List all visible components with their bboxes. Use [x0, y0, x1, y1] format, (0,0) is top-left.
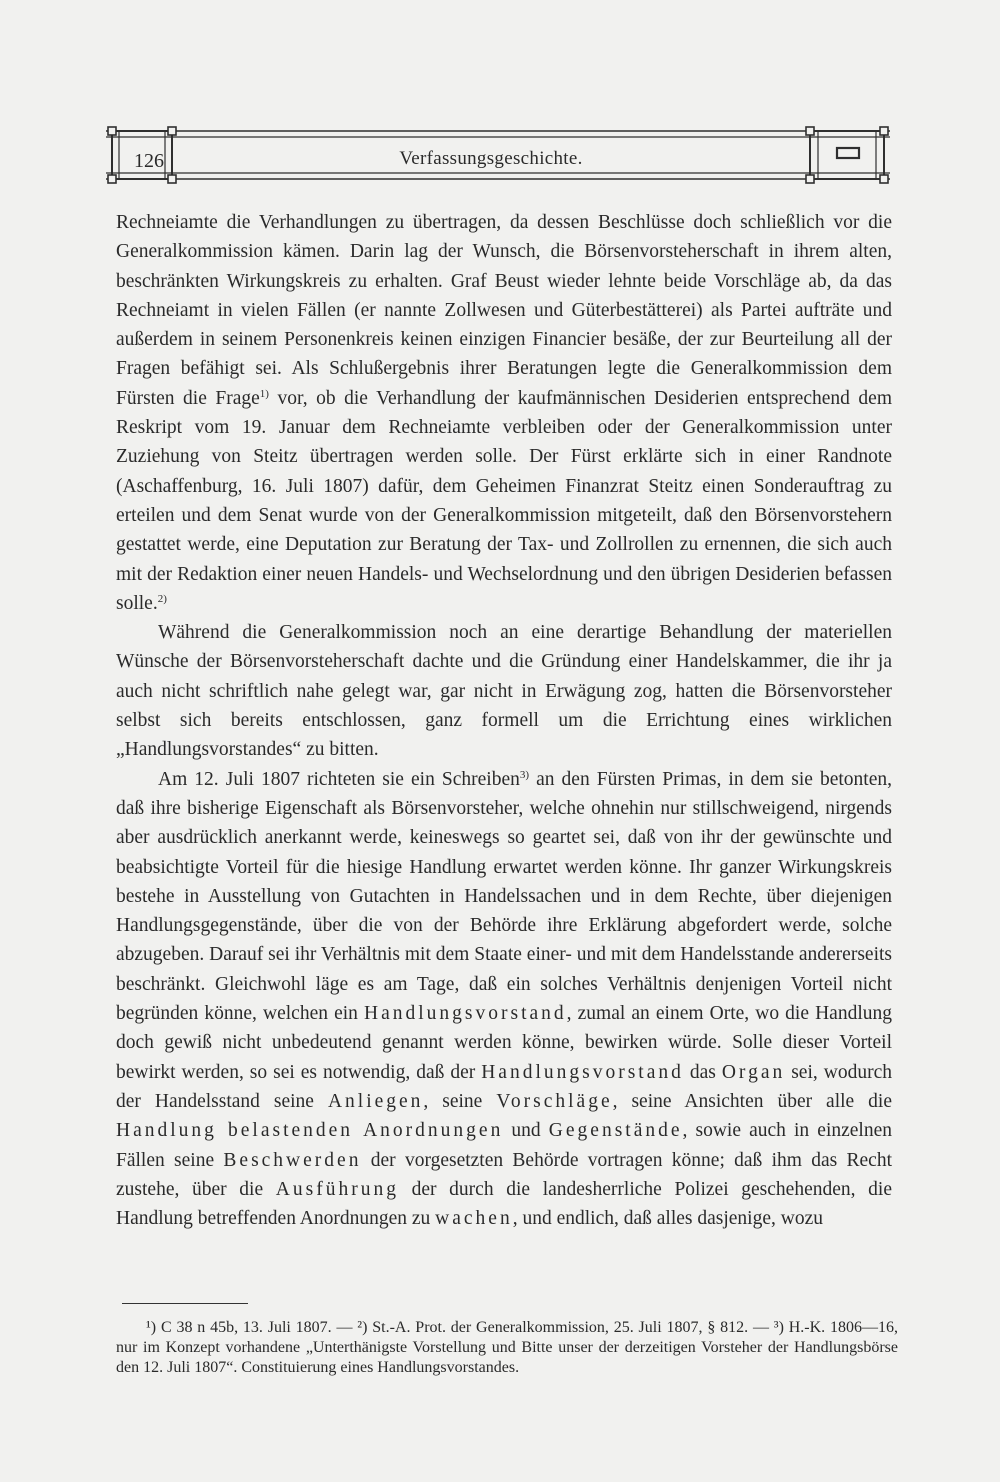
spaced-emphasis: Anliegen — [327, 1090, 424, 1112]
spaced-emphasis: Handlung belastenden Anordnungen — [116, 1120, 504, 1142]
spaced-emphasis: Handlungsvorstand — [364, 1003, 567, 1025]
footnote-divider — [122, 1303, 248, 1304]
text-span: sei, wodurch der Handelsstand seine — [116, 1061, 892, 1112]
text-span: das — [683, 1061, 722, 1083]
footnote-marker: 2) — [157, 592, 167, 605]
text-span: , zumal an einem Orte, wo die Handlung doch gewiß nicht unbedeutend genannt werden könne, bewirken würde. Solle dieser Vorteil bewirkt werden, so sei es notwendig, daß der — [116, 1003, 893, 1083]
text-span: , seine — [423, 1090, 497, 1112]
text-span: vor, ob die Verhandlung der kaufmännischen Desiderien entsprechend dem Reskript vom 19. Januar dem Rechneiamte verbleiben oder der Generalkommission unter Zuziehung von Steitz übertragen werden solle. Der Fürst erklärte sich in einer Randnote (Aschaffenburg, 16. Juli 1807) dafür, dem Geheimen Finanzrat Steitz einen Sonderauftrag zu erteilen und dem Senat wurde von der Generalkommission mitgeteilt, daß den Börsenvorstehern gestattet werde, eine Deputation zur Beratung der Tax- und Zollrollen zu ernennen, die sich auch mit der Redaktion einer neuen Handels- und Wechselordnung und den übrigen Desiderien befassen solle. — [116, 387, 892, 614]
text-span: Am 12. Juli 1807 richteten sie ein Schreiben — [158, 768, 520, 790]
text-span: Rechneiamte die Verhandlungen zu übertragen, da dessen Beschlüsse doch schließlich vor die Generalkommission kämen. Darin lag der Wunsch, die Börsenvorsteherschaft in ihrem alten, beschränkten Wirkungskreis zu erhalten. Graf Beust wieder lehnte beide Vorschläge ab, da das Rechneiamt in vielen Fällen (er nannte Zollwesen und Güterbestätterei) als Partei aufträte und außerdem in seinem Personenkreis keinen einzigen Financier besäße, der zur Beurteilung all der Fragen befähigt sei. Als Schlußergebnis ihrer Beratungen legte die Generalkommission dem Fürsten die Frage — [116, 212, 892, 409]
text-span: , seine Ansichten über alle die — [612, 1090, 892, 1112]
body-text — [116, 208, 892, 1233]
text-span: , sowie auch in einzelnen Fällen seine — [116, 1120, 892, 1171]
spaced-emphasis: Vorschläge — [496, 1090, 613, 1112]
paragraph-3 — [116, 765, 892, 1234]
running-title: Verfassungsgeschichte. — [399, 148, 583, 169]
text-span: und — [503, 1120, 549, 1142]
paragraph-1 — [116, 208, 892, 618]
text-span: der vorgesetzten Behörde vortragen könne; daß ihm das Recht zustehe, über die — [116, 1149, 892, 1200]
spaced-emphasis: Beschwerden — [223, 1149, 362, 1171]
spaced-emphasis: Organ — [721, 1061, 786, 1083]
footnote-marker: 3) — [519, 768, 530, 781]
page-number: 126 — [134, 150, 164, 172]
spaced-emphasis: Ausführung — [275, 1178, 399, 1200]
footnote-text: ¹) C 38 n 45b, 13. Juli 1807. — ²) St.-A. Prot. der Generalkommission, 25. Juli 1807, § 812. — ³) H.-K. 1806—16, nur im Konzept vorhandene „Unterthänigste Vorstellung und Bitte unser der derzeitigen Vorsteher der Handlungsbörse den 12. Juli 1807“. Constituierung eines Handlungsvorstandes. — [116, 1319, 898, 1376]
spaced-emphasis: wachen — [435, 1208, 513, 1230]
text-span: der durch die landesherrliche Polizei geschehenden, die Handlung betreffenden Anordnungen zu — [116, 1178, 892, 1230]
page-header — [104, 122, 892, 188]
footnotes — [116, 1318, 898, 1378]
footnote-marker: 1) — [259, 387, 269, 400]
spaced-emphasis: Gegenstände — [548, 1120, 683, 1142]
paragraph-2: Während die Generalkommission noch an eine derartige Behandlung der materiellen Wünsche der Börsenvorsteherschaft dachte und die Gründung einer Handelskammer, die ihr ja auch nicht schriftlich nahe gelegt war, gar nicht in Erwägung zog, hatten die Börsenvorsteher selbst sich bereits entschlossen, ganz formell um die Errichtung eines wirklichen „Handlungsvorstandes“ zu bitten. — [116, 622, 892, 761]
text-span: an den Fürsten Primas, in dem sie betonten, daß ihre bisherige Eigenschaft als Börsenvorsteher, welche ohnehin nur stillschweigend, nirgends aber ausdrücklich anerkannt werde, keineswegs so geartet sei, daß von ihr der gewünschte und beabsichtigte Vorteil für die hiesige Handlung erwartet werden könne. Ihr ganzer Wirkungskreis bestehe in Ausstellung von Gutachten in Handelssachen und in dem Rechte, über diejenigen Handlungsgegenstände, über die von der Behörde ihre Erklärung abgefordert werde, solche abzugeben. Darauf sei ihr Verhältnis mit dem Staate einer- und mit dem Handelsstande andererseits beschränkt. Gleichwohl läge es am Tage, daß ein solches Verhältnis denjenigen Vorteil nicht begründen könne, welchen ein — [116, 768, 892, 1025]
spaced-emphasis: Handlungsvorstand — [481, 1061, 684, 1083]
text-span: , und endlich, daß alles dasjenige, wozu — [512, 1208, 823, 1230]
